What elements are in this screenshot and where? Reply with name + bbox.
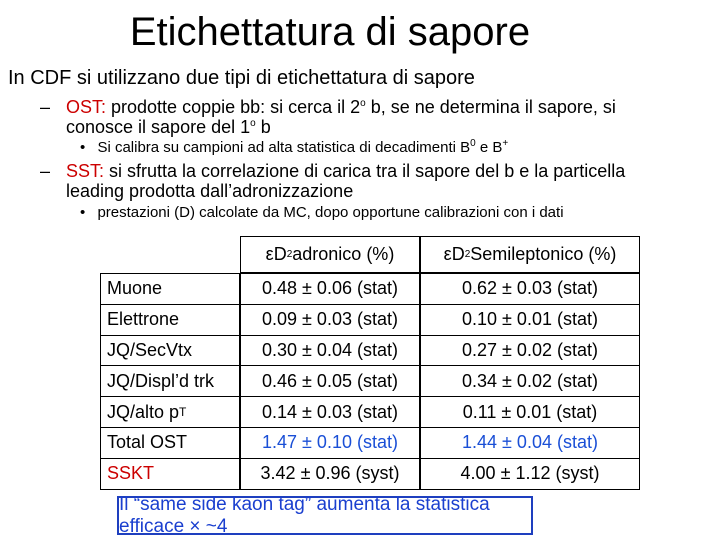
bottom-note-box: Il “same side kaon tag” aumenta la statistica efficace × ~4 (117, 496, 533, 535)
table-cell-semileptonico: 0.62 ± 0.03 (stat) (420, 273, 640, 305)
intro-text: In CDF si utilizzano due tipi di etichettatura di sapore (8, 67, 475, 89)
ost-bullet: • (80, 139, 86, 156)
table-cell-adronico: 1.47 ± 0.10 (stat) (240, 427, 420, 459)
ost-line2-b: b (255, 117, 271, 137)
table-row-label: JQ/alto p T (100, 396, 240, 428)
sst-bullet: • (80, 204, 86, 221)
slide-title: Etichettatura di sapore (129, 10, 531, 54)
ost-sub-b: e B (475, 139, 503, 156)
header-semileptonico: εD 2 Semileptonico (%) (420, 236, 640, 273)
table-cell-adronico: 0.14 ± 0.03 (stat) (240, 396, 420, 428)
sst-sub: prestazioni (D) calcolate da MC, dopo opportune calibrazioni con i dati (97, 204, 564, 221)
table-cell-adronico: 3.42 ± 0.96 (syst) (240, 458, 420, 490)
sst-dash: – (40, 161, 51, 181)
table-cell-semileptonico: 0.34 ± 0.02 (stat) (420, 365, 640, 397)
table-cell-semileptonico: 4.00 ± 1.12 (syst) (420, 458, 640, 490)
table-cell-adronico: 0.09 ± 0.03 (stat) (240, 304, 420, 336)
table-row-label: JQ/Displ’d trk (100, 365, 240, 397)
table-cell-semileptonico: 0.27 ± 0.02 (stat) (420, 335, 640, 367)
ost-line2-a: conosce il sapore del 1 (66, 117, 251, 137)
ost-sup2: o (250, 118, 256, 129)
ost-text-a: prodotte coppie bb: si cerca il 2 (106, 97, 361, 117)
sst-text: si sfrutta la correlazione di carica tra il sapore del b e la particella (104, 161, 626, 181)
ost-sub-a: Si calibra su campioni ad alta statistica di decadimenti B (97, 139, 471, 156)
header-adronico: εD 2 adronico (%) (240, 236, 420, 273)
ost-sub-sup2: + (502, 138, 509, 149)
table-cell-adronico: 0.48 ± 0.06 (stat) (240, 273, 420, 305)
table-row-label: Muone (100, 273, 240, 305)
table-row-label: JQ/SecVtx (100, 335, 240, 367)
ost-dash: – (40, 97, 51, 117)
table-cell-adronico: 0.30 ± 0.04 (stat) (240, 335, 420, 367)
ost-sup1: o (360, 98, 366, 109)
table-cell-semileptonico: 0.11 ± 0.01 (stat) (420, 396, 640, 428)
ost-label: OST: (66, 97, 107, 117)
table-cell-semileptonico: 1.44 ± 0.04 (stat) (420, 427, 640, 459)
table-row-label: Elettrone (100, 304, 240, 336)
sst-label: SST: (66, 161, 105, 181)
ost-sub-sup1: 0 (470, 138, 476, 149)
table-row-label: Total OST (100, 427, 240, 459)
table-row-label: SSKT (100, 458, 240, 490)
table-cell-adronico: 0.46 ± 0.05 (stat) (240, 365, 420, 397)
table-cell-semileptonico: 0.10 ± 0.01 (stat) (420, 304, 640, 336)
ost-text-b: b, se ne determina il sapore, si (365, 97, 616, 117)
sst-line2: leading prodotta dall’adronizzazione (66, 181, 354, 201)
